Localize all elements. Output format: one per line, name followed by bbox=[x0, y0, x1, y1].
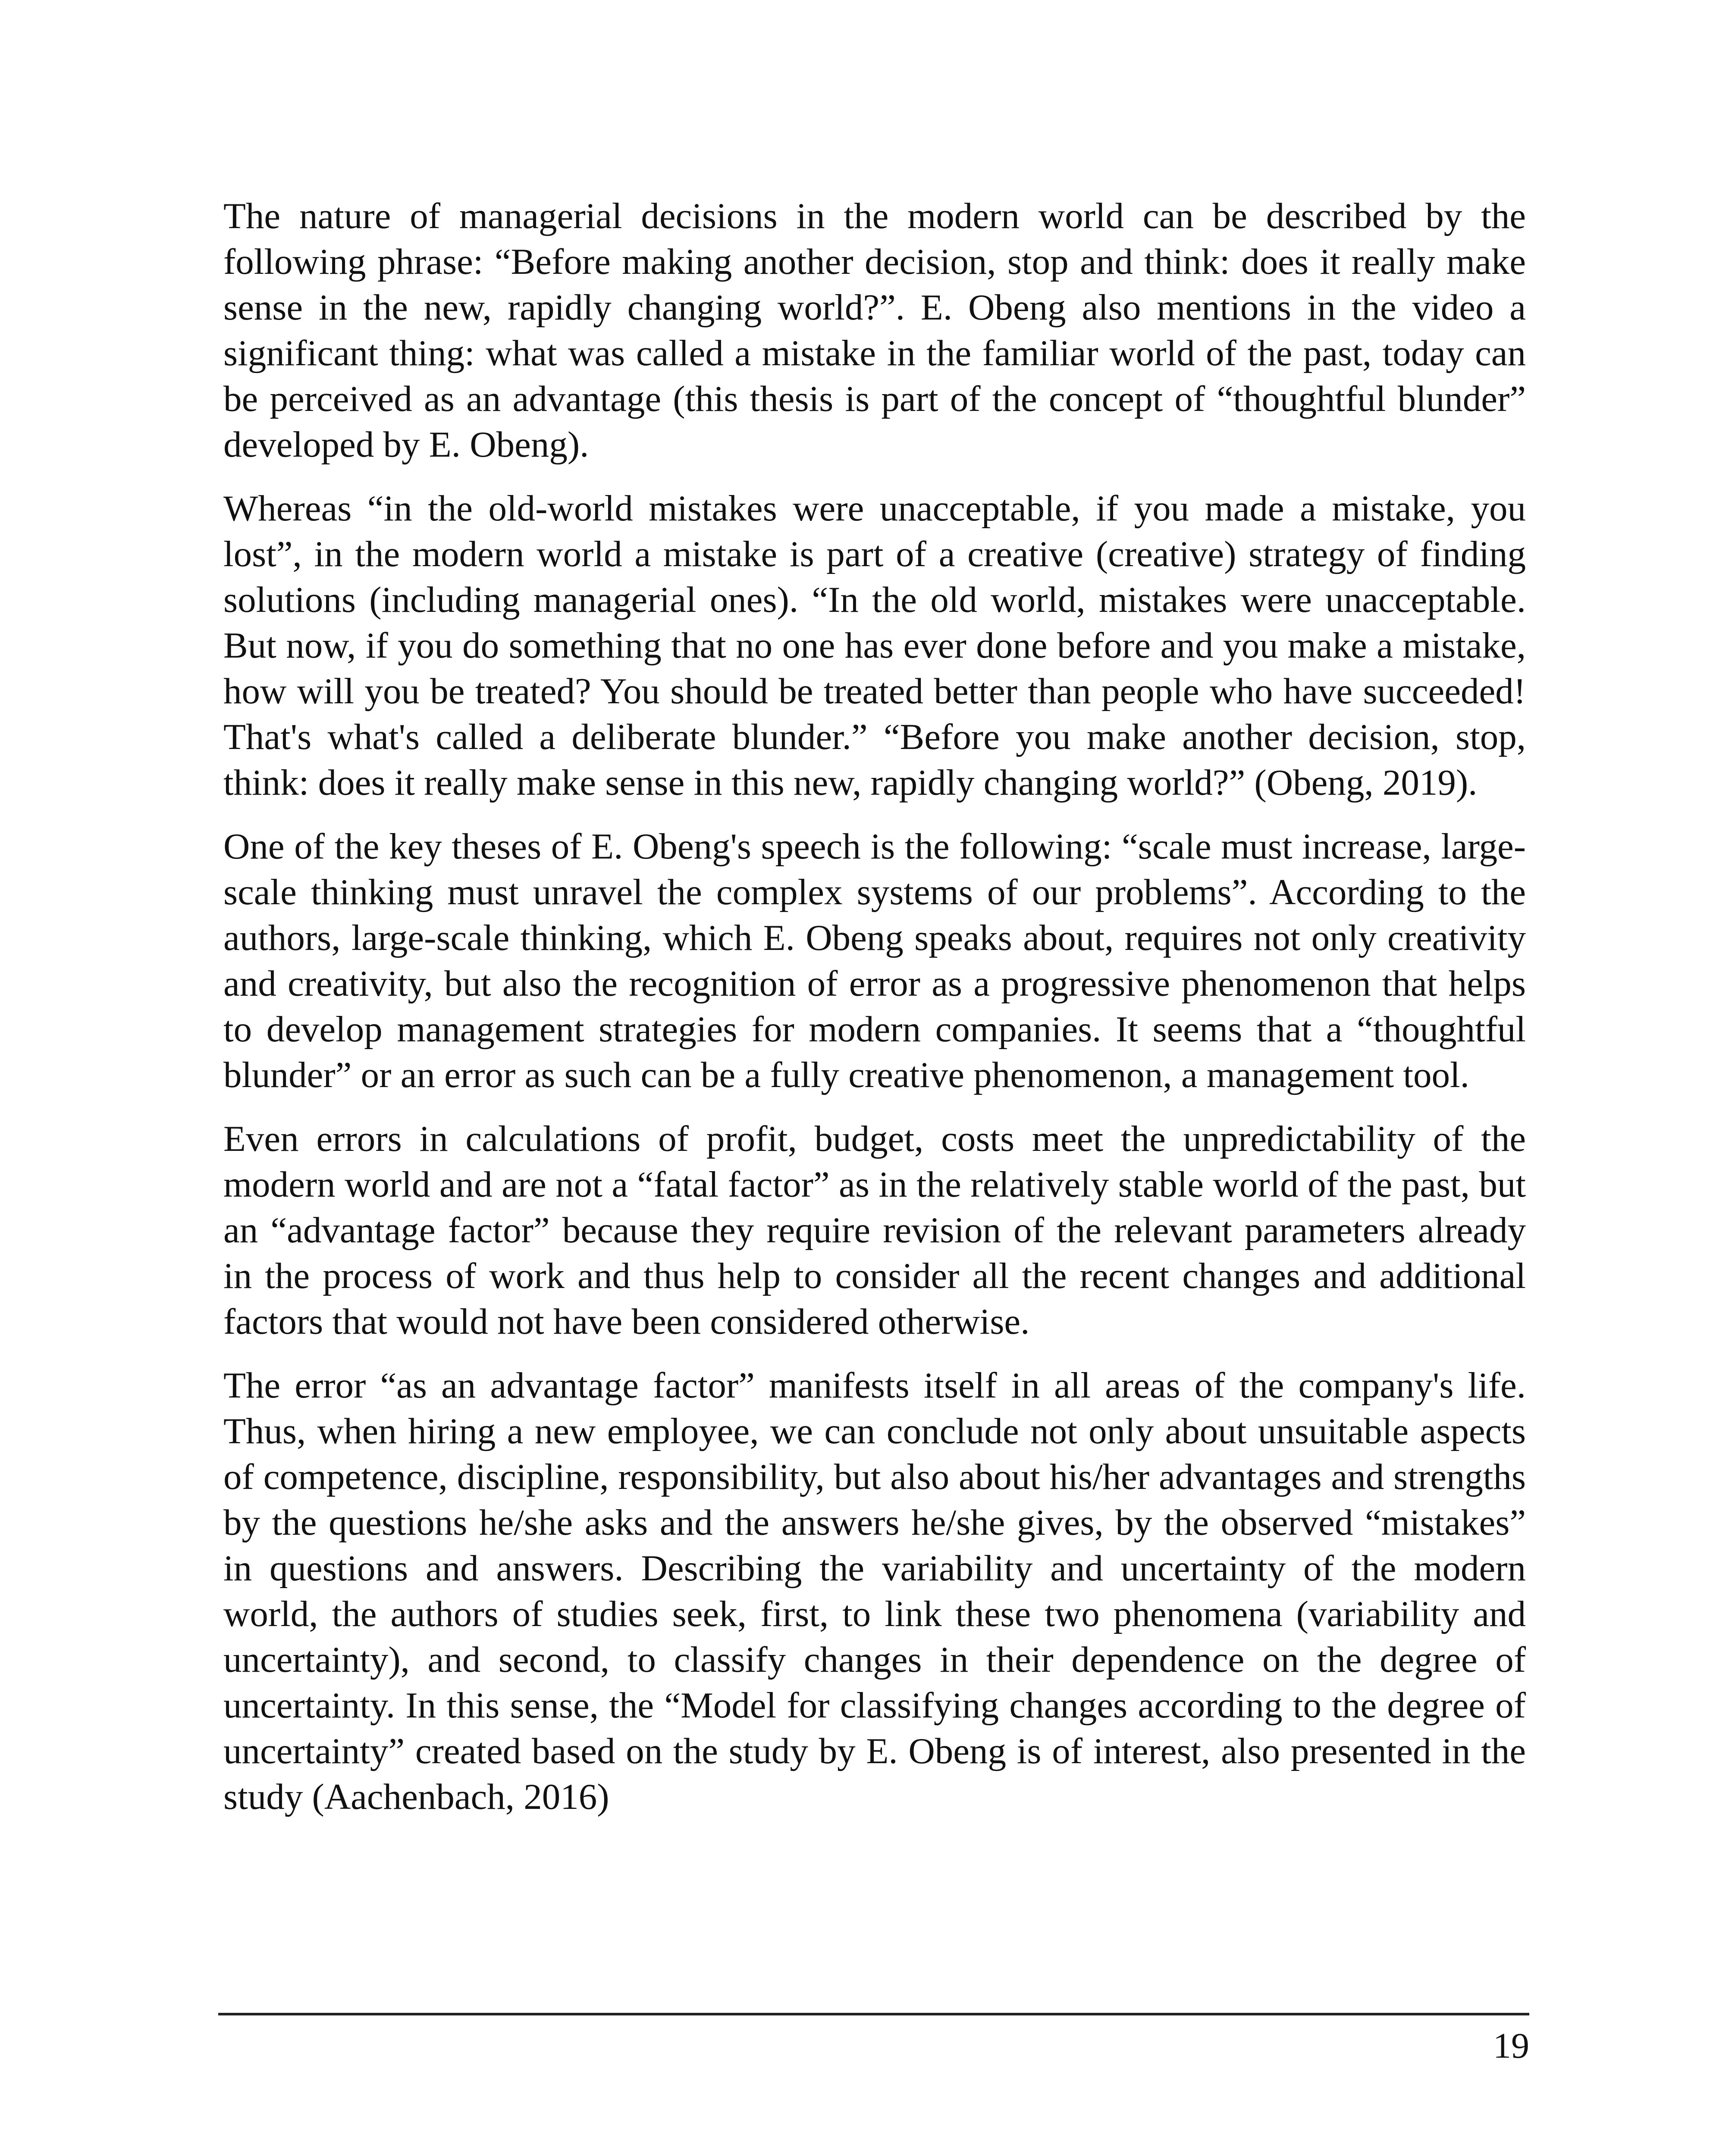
paragraph-3: One of the key theses of E. Obeng's speech is the following: “scale must increase, large-scale thinking must unravel the complex systems of our problems”. According to the authors, large-scale thinking, which E. Obeng speaks about, requires not only creativity and creativity, but also the recognition of error as a progressive phenomenon that helps to develop management strategies for modern companies. It seems that a “thoughtful blunder” or an error as such can be a fully creative phenomenon, a management tool. bbox=[223, 826, 1526, 1095]
body-text bbox=[223, 193, 1526, 1838]
footer-divider bbox=[218, 2013, 1529, 2015]
page-number: 19 bbox=[1493, 2026, 1529, 2066]
paragraph-1: The nature of managerial decisions in the modern world can be described by the following phrase: “Before making another decision, stop and think: does it really make sense in the new, rapidly changing world?”. E. Obeng also mentions in the video a significant thing: what was called a mistake in the familiar world of the past, today can be perceived as an advantage (this thesis is part of the concept of “thoughtful blunder” developed by E. Obeng). bbox=[223, 196, 1526, 465]
paragraph-5: The error “as an advantage factor” manifests itself in all areas of the company's life. Thus, when hiring a new employee, we can conclude not only about unsuitable aspects of competence, discipline, responsibility, but also about his/her advantages and strengths by the questions he/she asks and the answers he/she gives, by the observed “mistakes” in questions and answers. Describing the variability and uncertainty of the modern world, the authors of studies seek, first, to link these two phenomena (variability and uncertainty), and second, to classify changes in their dependence on the degree of uncertainty. In this sense, the “Model for classifying changes according to the degree of uncertainty” created based on the study by E. Obeng is of interest, also presented in the study (Aachenbach, 2016) bbox=[223, 1365, 1526, 1817]
paragraph-4: Even errors in calculations of profit, budget, costs meet the unpredictability of the modern world and are not a “fatal factor” as in the relatively stable world of the past, but an “advantage factor” because they require revision of the relevant parameters already in the process of work and thus help to consider all the recent changes and additional factors that would not have been considered otherwise. bbox=[223, 1119, 1526, 1342]
paragraph-2: Whereas “in the old-world mistakes were unacceptable, if you made a mistake, you lost”, in the modern world a mistake is part of a creative (creative) strategy of finding solutions (including managerial ones). “In the old world, mistakes were unacceptable. But now, if you do something that no one has ever done before and you make a mistake, how will you be treated? You should be treated better than people who have succeeded! That's what's called a deliberate blunder.” “Before you make another decision, stop, think: does it really make sense in this new, rapidly changing world?” (Obeng, 2019). bbox=[223, 488, 1526, 803]
